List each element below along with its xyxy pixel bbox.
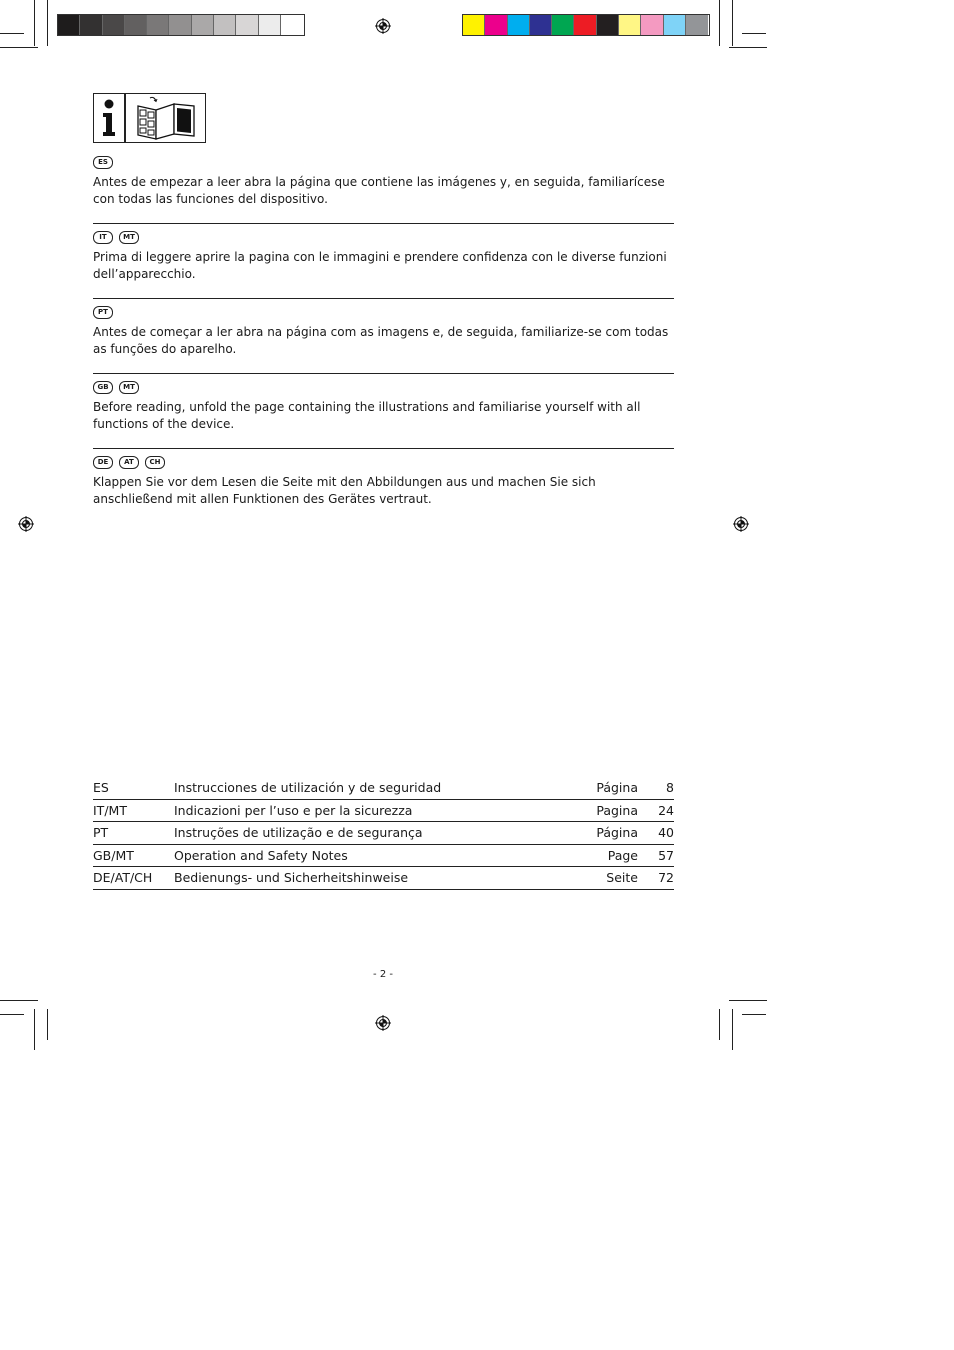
toc-page-label: Pagina: [596, 802, 638, 818]
gray-swatch: [58, 15, 80, 35]
crop-mark: [0, 1014, 24, 1015]
toc-row[interactable]: [93, 822, 674, 845]
toc-title: Instrucciones de utilización y de seguridad: [174, 780, 442, 796]
registration-mark-icon: [733, 516, 749, 532]
section-text: Before reading, unfold the page containing the illustrations and familiarise yourself with all functions of the device.: [93, 400, 641, 431]
section-text: Prima di leggere aprire la pagina con le immagini e prendere confidenza con le diverse funzioni dell’apparecchio.: [93, 250, 667, 281]
table-of-contents: [93, 777, 674, 890]
registration-mark-icon: [375, 18, 391, 34]
language-badge: ES: [93, 156, 113, 169]
gray-swatch: [236, 15, 258, 35]
toc-page-number: 8: [666, 780, 674, 796]
color-swatch: [664, 15, 686, 35]
language-badge: GB: [93, 381, 113, 394]
crop-mark: [34, 0, 35, 46]
color-calibration-bar: [462, 14, 710, 36]
crop-mark: [0, 33, 24, 34]
crop-mark: [732, 1009, 733, 1050]
toc-page-label: Página: [596, 780, 638, 796]
toc-language-code: DE/AT/CH: [93, 870, 153, 886]
language-section-de: [93, 456, 674, 516]
color-swatch: [686, 15, 708, 35]
gray-swatch: [125, 15, 147, 35]
toc-row[interactable]: [93, 800, 674, 823]
language-badges: [93, 306, 674, 319]
toc-title: Operation and Safety Notes: [174, 847, 348, 863]
gray-swatch: [192, 15, 214, 35]
language-badge: IT: [93, 231, 113, 244]
color-swatch: [485, 15, 507, 35]
language-badge: DE: [93, 456, 113, 469]
toc-language-code: PT: [93, 825, 109, 841]
crop-mark: [719, 1009, 720, 1040]
toc-title: Bedienungs- und Sicherheitshinweise: [174, 870, 409, 886]
unfold-page-icon: [125, 93, 206, 143]
toc-page-label: Seite: [606, 870, 638, 886]
gray-swatch: [281, 15, 303, 35]
info-icon: [93, 93, 125, 143]
language-badges: [93, 456, 674, 469]
crop-mark: [719, 0, 720, 46]
registration-mark-icon: [18, 516, 34, 532]
crop-mark: [742, 1014, 766, 1015]
toc-page-number: 57: [658, 847, 674, 863]
toc-language-code: GB/MT: [93, 847, 134, 863]
color-swatch: [508, 15, 530, 35]
gray-swatch: [80, 15, 102, 35]
color-swatch: [597, 15, 619, 35]
grayscale-calibration-bar: [57, 14, 305, 36]
gray-swatch: [214, 15, 236, 35]
language-badge: MT: [119, 231, 139, 244]
color-swatch: [641, 15, 663, 35]
toc-language-code: ES: [93, 780, 109, 796]
color-swatch: [552, 15, 574, 35]
color-swatch: [530, 15, 552, 35]
gray-swatch: [169, 15, 191, 35]
language-badges: [93, 156, 674, 169]
language-section-gb: [93, 381, 674, 449]
crop-mark: [742, 33, 766, 34]
language-section-it: [93, 231, 674, 299]
crop-mark: [729, 1000, 767, 1001]
section-text: Antes de começar a ler abra na página com as imagens e, de seguida, familiarize-se com todas as funções do aparelho.: [93, 325, 669, 356]
crop-mark: [34, 1009, 35, 1050]
color-swatch: [463, 15, 485, 35]
toc-row[interactable]: [93, 845, 674, 868]
language-badge: AT: [119, 456, 139, 469]
language-section-pt: [93, 306, 674, 374]
section-text: Klappen Sie vor dem Lesen die Seite mit den Abbildungen aus und machen Sie sich anschließend mit allen Funktionen des Gerätes vertraut.: [93, 475, 596, 506]
language-badges: [93, 381, 674, 394]
crop-mark: [47, 0, 48, 46]
toc-row[interactable]: [93, 777, 674, 800]
toc-title: Instruções de utilização e de segurança: [174, 825, 423, 841]
gray-swatch: [147, 15, 169, 35]
toc-page-number: 72: [658, 870, 674, 886]
language-badge: PT: [93, 306, 113, 319]
language-section-es: [93, 156, 674, 224]
section-text: Antes de empezar a leer abra la página que contiene las imágenes y, en seguida, familiarícese con todas las funciones del dispositivo.: [93, 175, 665, 206]
crop-mark: [0, 1000, 38, 1001]
language-badge: MT: [119, 381, 139, 394]
color-swatch: [619, 15, 641, 35]
crop-mark: [47, 1009, 48, 1040]
toc-page-label: Página: [596, 825, 638, 841]
toc-title: Indicazioni per l’uso e per la sicurezza: [174, 802, 413, 818]
registration-mark-icon: [375, 1015, 391, 1031]
gray-swatch: [259, 15, 281, 35]
language-badge: CH: [145, 456, 165, 469]
toc-page-number: 40: [658, 825, 674, 841]
crop-mark: [732, 0, 733, 46]
color-swatch: [574, 15, 596, 35]
toc-language-code: IT/MT: [93, 802, 127, 818]
gray-swatch: [103, 15, 125, 35]
toc-page-number: 24: [658, 802, 674, 818]
language-badges: [93, 231, 674, 244]
toc-row[interactable]: [93, 867, 674, 890]
crop-mark: [729, 47, 767, 48]
crop-mark: [0, 47, 38, 48]
page-number: - 2 -: [373, 969, 393, 980]
toc-page-label: Page: [607, 847, 638, 863]
